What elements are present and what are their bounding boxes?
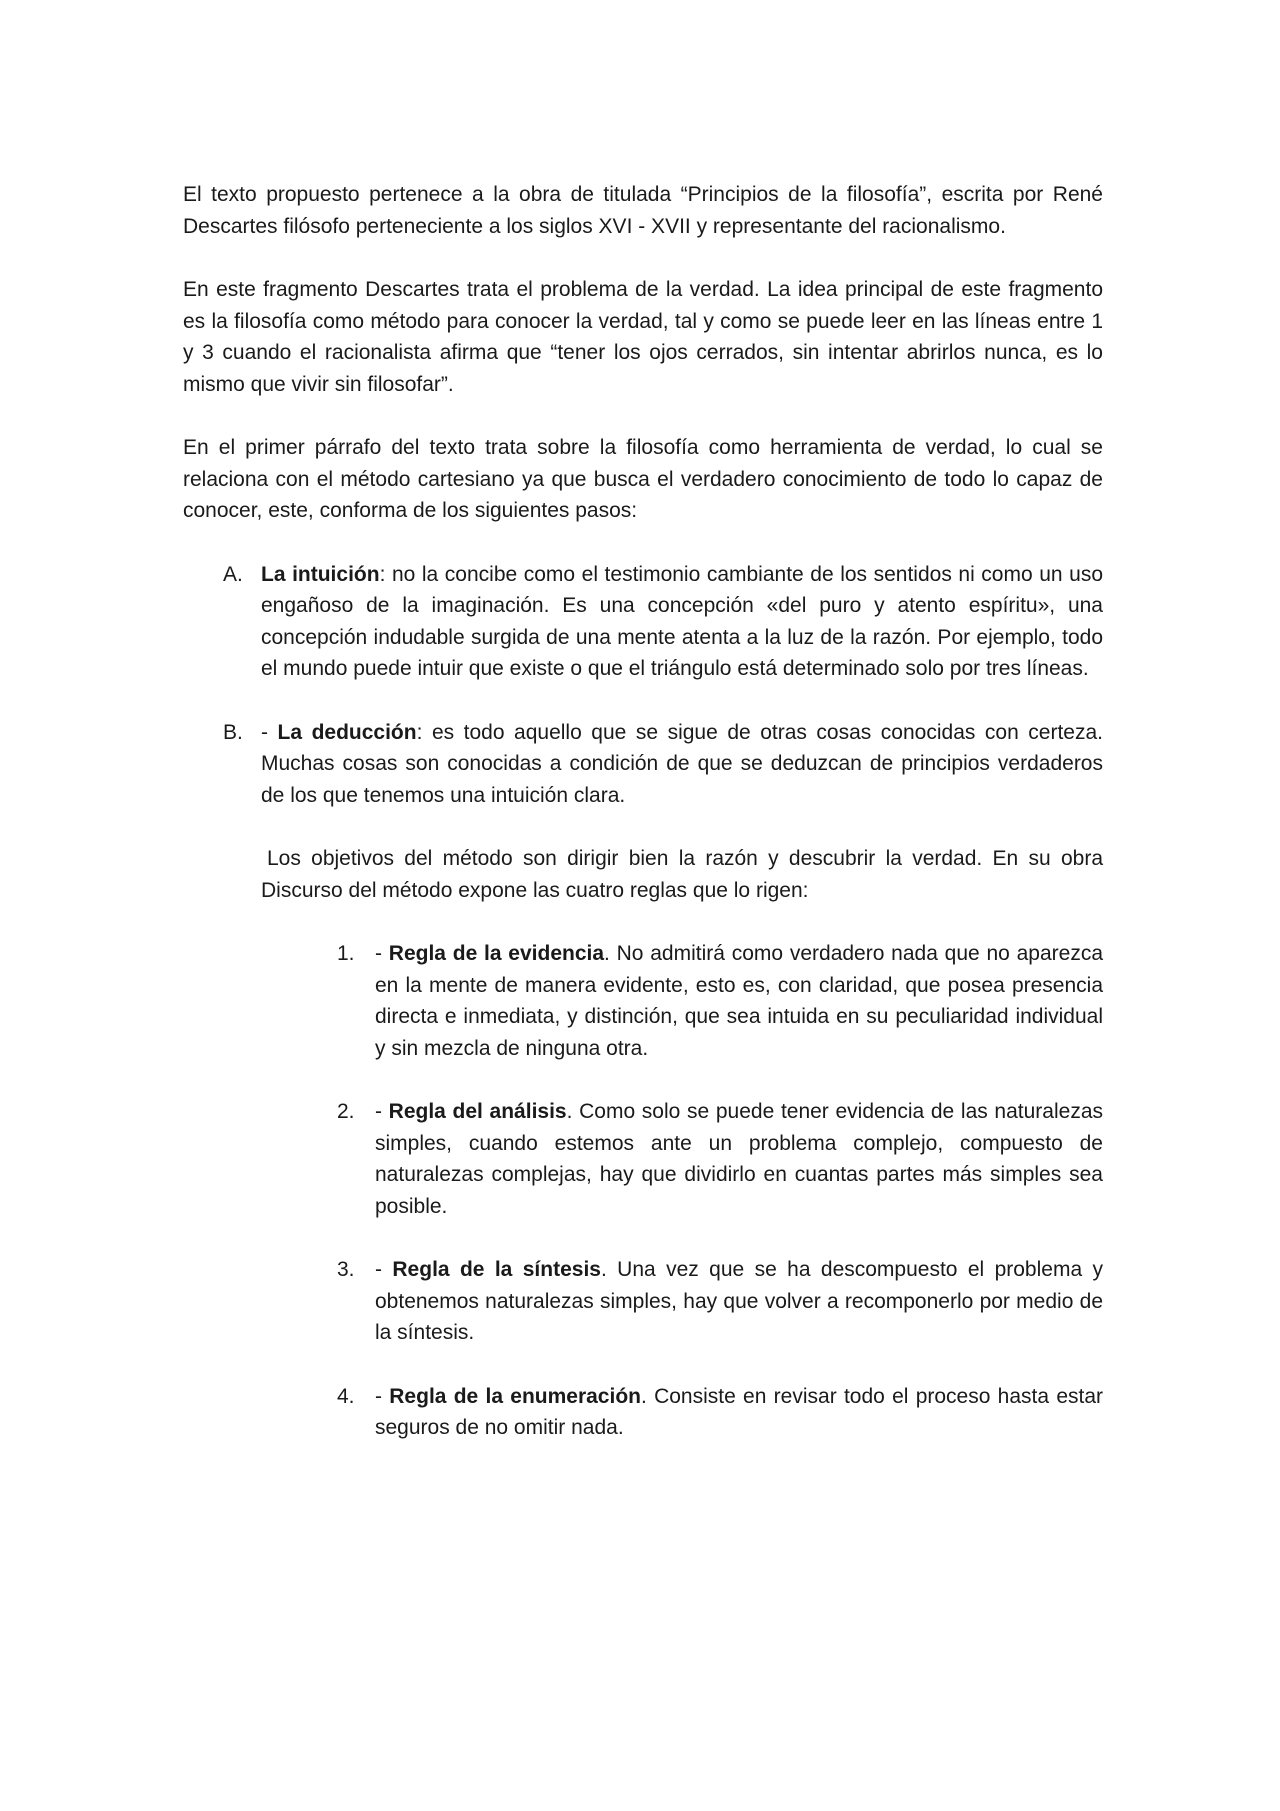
item-term: La deducción — [277, 720, 417, 744]
item-prefix: - — [375, 1384, 390, 1408]
list-item-deduction — [183, 717, 1103, 812]
paragraph-method-objectives: Los objetivos del método son dirigir bien la razón y descubrir la verdad. En su obra Discurso del método expone las cuatro reglas que lo rigen: — [261, 847, 1103, 902]
paragraph-intro: El texto propuesto pertenece a la obra de titulada “Principios de la filosofía”, escrita por René Descartes filósofo perteneciente a los siglos XVI - XVII y representante del racionalismo. — [183, 183, 1103, 238]
list-marker: 2. — [337, 1100, 355, 1123]
list-item-rule-evidence — [183, 938, 1103, 1064]
item-text: . Una vez que se ha descompuesto el problema y obtenemos naturalezas simples, hay que volver a recomponerlo por medio de la síntesis. — [375, 1258, 1104, 1344]
list-item-intuition — [183, 559, 1103, 685]
list-item-rule-analysis — [183, 1096, 1103, 1222]
item-term: La intuición — [261, 562, 380, 586]
paragraph-method: En el primer párrafo del texto trata sobre la filosofía como herramienta de verdad, lo cual se relaciona con el método cartesiano ya que busca el verdadero conocimiento de todo lo capaz de conocer, este, conforma de los siguientes pasos: — [183, 436, 1103, 522]
paragraph-main-idea: En este fragmento Descartes trata el problema de la verdad. La idea principal de este fragmento es la filosofía como método para conocer la verdad, tal y como se puede leer en las líneas entre 1 y 3 cuando el racionalista afirma que “tener los ojos cerrados, sin intentar abrirlos nunca, es lo mismo que vivir sin filosofar”. — [183, 278, 1103, 396]
list-item-body — [375, 1381, 1103, 1444]
list-item-body — [375, 1254, 1103, 1349]
item-term: Regla de la evidencia — [388, 942, 605, 965]
item-prefix: - — [375, 942, 389, 965]
list-marker: 3. — [337, 1258, 355, 1281]
list-marker: 4. — [337, 1384, 355, 1408]
list-item-rule-synthesis — [183, 1254, 1103, 1349]
item-prefix: - — [375, 1258, 393, 1281]
item-text: . Como solo se puede tener evidencia de las naturalezas simples, cuando estemos ante un problema complejo, compuesto de naturalezas complejas, hay que dividirlo en cuantas partes más simples sea posible. — [375, 1100, 1104, 1218]
list-marker: B. — [223, 720, 243, 744]
item-term: Regla de la enumeración — [389, 1384, 641, 1408]
item-term: Regla del análisis — [388, 1100, 567, 1123]
item-text: . Consiste en revisar todo el proceso hasta estar seguros de no omitir nada. — [375, 1384, 1103, 1439]
list-marker: A. — [223, 562, 243, 586]
list-item-body — [375, 1096, 1103, 1222]
item-prefix: - — [375, 1100, 389, 1123]
item-prefix: - — [261, 720, 278, 744]
list-item-body — [261, 559, 1103, 685]
document-page — [183, 179, 1103, 1444]
item-text: : es todo aquello que se sigue de otras cosas conocidas con certeza. Muchas cosas son conocidas a condición de que se deduzcan de principios verdaderos de los que tenemos una intuición clara. — [261, 720, 1103, 807]
list-item-rule-enumeration — [183, 1381, 1103, 1444]
item-term: Regla de la síntesis — [392, 1258, 601, 1281]
item-text: . No admitirá como verdadero nada que no aparezca en la mente de manera evidente, esto es, con claridad, que posea presencia directa e inmediata, y distinción, que sea intuida en su peculiaridad individual y sin mezcla de ninguna otra. — [375, 942, 1104, 1060]
list-item-body — [261, 717, 1103, 812]
item-text: : no la concibe como el testimonio cambiante de los sentidos ni como un uso engañoso de la imaginación. Es una concepción «del puro y atento espíritu», una concepción indudable surgida de una mente atenta a la luz de la razón. Por ejemplo, todo el mundo puede intuir que existe o que el triángulo está determinado solo por tres líneas. — [261, 562, 1104, 680]
list-item-body — [375, 938, 1103, 1064]
list-marker: 1. — [337, 942, 355, 965]
